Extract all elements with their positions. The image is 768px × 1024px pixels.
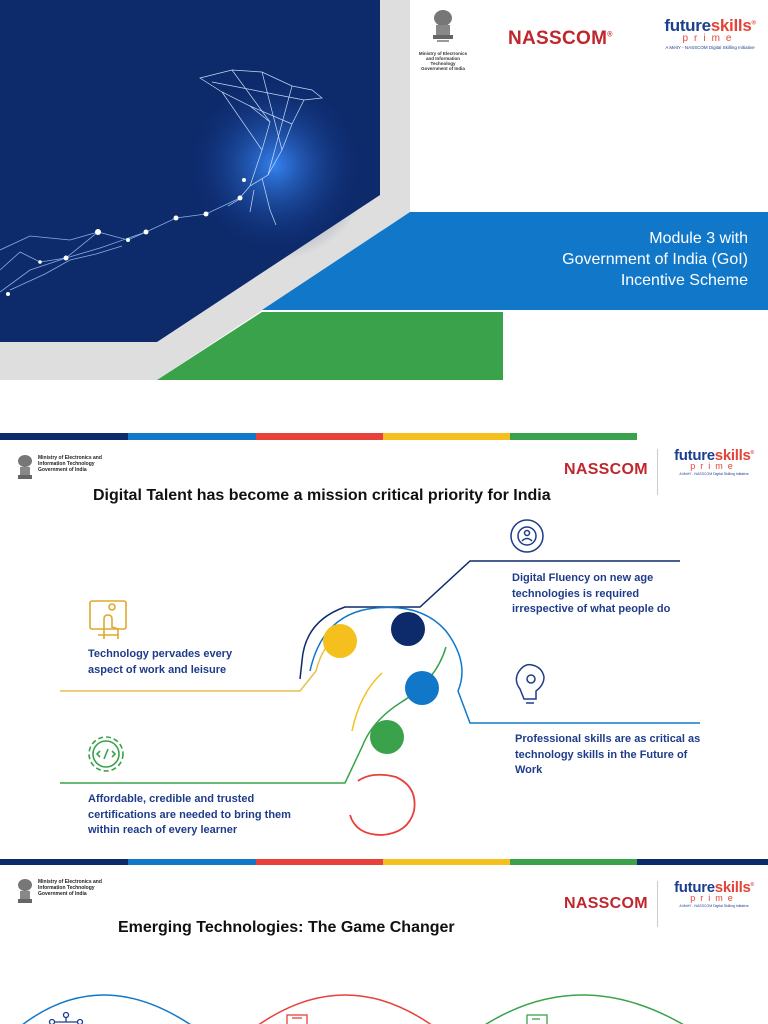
- nasscom-logo: NASSCOM: [564, 461, 648, 478]
- slide1-background: [0, 0, 768, 400]
- ashoka-emblem-icon: [16, 877, 34, 907]
- point-digital-fluency: Digital Fluency on new age technologies is required irrespective of what people do: [512, 572, 671, 615]
- slide-emerging-technologies: [0, 865, 768, 1024]
- touch-screen-icon: [90, 601, 126, 639]
- dot-blue: [405, 671, 439, 705]
- dot-green: [370, 720, 404, 754]
- slide-title-module-3: [0, 0, 768, 400]
- ministry-header-logo: Ministry of Electronics and Information Technology Government of India: [16, 453, 108, 483]
- futureskills-prime-logo: futureskills® prime A MeitY - NASSCOM Digital Skilling Initiative: [674, 447, 754, 476]
- futureskills-prime-logo: futureskills® prime A MeitY - NASSCOM Digital Skilling Initiative: [664, 16, 756, 50]
- nasscom-logo: NASSCOM®: [508, 28, 613, 49]
- dot-yellow: [323, 624, 357, 658]
- point-certifications: Affordable, credible and trusted certifications are needed to bring them within reach of every learner: [88, 793, 291, 836]
- ashoka-emblem-icon: [16, 453, 34, 483]
- technology-arcs: [0, 965, 768, 1024]
- module-title: Module 3 with Government of India (GoI) Incentive Scheme: [562, 230, 748, 289]
- nasscom-logo: NASSCOM: [564, 895, 648, 912]
- color-stripe-divider: [0, 433, 768, 440]
- dot-navy: [391, 612, 425, 646]
- slide-title: Emerging Technologies: The Game Changer: [118, 919, 455, 936]
- point-professional-skills: Professional skills are as critical as technology skills in the Future of Work: [515, 733, 701, 776]
- slide-title: Digital Talent has become a mission critical priority for India: [93, 487, 551, 504]
- people-gear-icon: [511, 520, 543, 552]
- point-technology: Technology pervades every aspect of work and leisure: [88, 648, 233, 676]
- dashboard-icon: [287, 1015, 307, 1024]
- ministry-logo: [418, 8, 468, 71]
- code-gear-icon: [89, 737, 123, 771]
- slide-digital-talent: [0, 441, 768, 859]
- ministry-header-logo: Ministry of Electronics and Information Technology Government of India: [16, 877, 108, 907]
- logo-divider: [657, 881, 658, 927]
- ashoka-emblem-icon: [428, 8, 458, 44]
- logo-divider: [657, 449, 658, 495]
- futureskills-prime-logo: futureskills® prime A MeitY - NASSCOM Digital Skilling Initiative: [674, 879, 754, 908]
- ministry-caption: Ministry of Electronics and Information Technology Government of India: [418, 51, 468, 71]
- bulb-gear-icon: [516, 665, 544, 703]
- network-node-icon: [50, 1013, 83, 1024]
- chip-icon: [527, 1015, 547, 1024]
